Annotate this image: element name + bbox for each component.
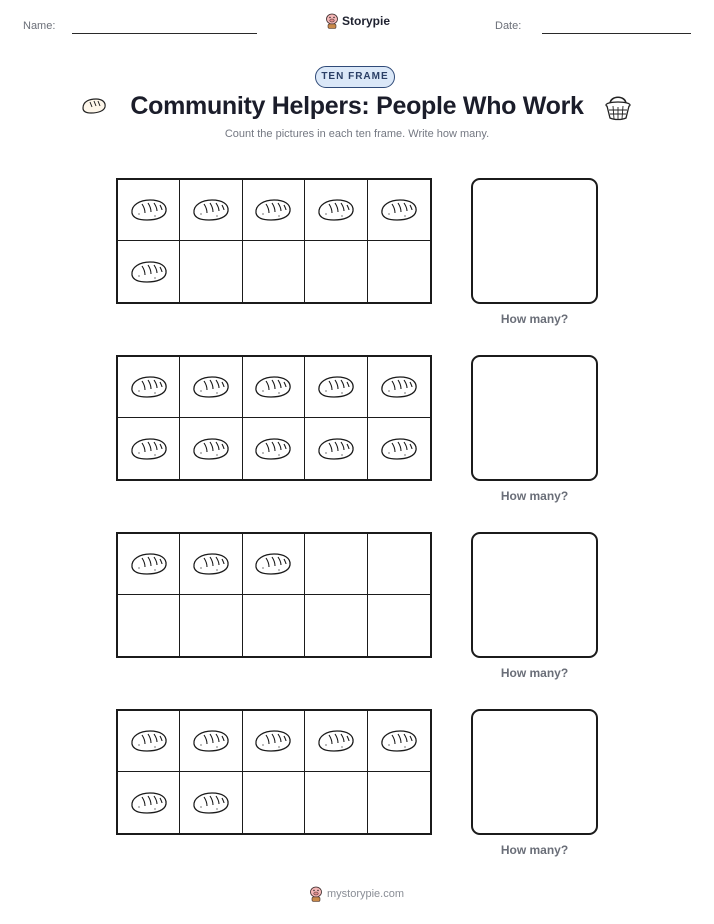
ten-frame: [116, 709, 432, 835]
brand-name: Storypie: [342, 14, 391, 28]
ten-frame-cell: [243, 180, 305, 241]
bread-loaf-icon: [253, 196, 293, 224]
ten-frame-cell: [305, 595, 367, 656]
ten-frame-cell: [118, 711, 180, 772]
ten-frame-badge: TEN FRAME: [315, 66, 395, 88]
bread-loaf-icon: [253, 435, 293, 463]
ten-frame-cell: [243, 772, 305, 833]
ten-frame-cell: [118, 357, 180, 418]
ten-frame-cell: [180, 595, 242, 656]
ten-frame-cell: [243, 534, 305, 595]
ten-frame-cell: [368, 711, 430, 772]
bread-loaf-icon: [316, 435, 356, 463]
bread-loaf-icon: [191, 196, 231, 224]
ten-frame-cell: [118, 180, 180, 241]
bread-loaf-icon: [129, 196, 169, 224]
ten-frame-cell: [180, 772, 242, 833]
ten-frame-cell: [368, 180, 430, 241]
bread-loaf-icon: [379, 373, 419, 401]
ten-frame-cell: [243, 357, 305, 418]
ten-frame-cell: [305, 772, 367, 833]
ten-frame: [116, 355, 432, 481]
ten-frame-cell: [368, 595, 430, 656]
bread-loaf-icon: [129, 550, 169, 578]
ten-frame-cell: [180, 241, 242, 302]
how-many-label: How many?: [500, 843, 569, 857]
bread-loaf-icon: [191, 727, 231, 755]
ten-frame: [116, 178, 432, 304]
bread-loaf-icon: [316, 373, 356, 401]
footer-site: mystorypie.com: [327, 888, 405, 900]
ten-frame-cell: [305, 534, 367, 595]
instructions: Count the pictures in each ten frame. Write how many.: [224, 128, 490, 140]
ten-frame-cell: [243, 241, 305, 302]
ten-frame-cell: [180, 534, 242, 595]
ten-frame: [116, 532, 432, 658]
bread-loaf-icon: [129, 258, 169, 286]
pig-mascot-icon: [325, 13, 339, 29]
ten-frame-cell: [305, 357, 367, 418]
ten-frame-cell: [243, 418, 305, 479]
bread-loaf-icon: [379, 727, 419, 755]
date-line[interactable]: [542, 33, 691, 34]
brand-logo: [325, 13, 390, 29]
ten-frame-cell: [243, 595, 305, 656]
bread-loaf-icon: [191, 550, 231, 578]
bread-loaf-icon: [253, 727, 293, 755]
ten-frame-cell: [118, 595, 180, 656]
ten-frame-cell: [243, 711, 305, 772]
ten-frame-cell: [118, 772, 180, 833]
answer-box[interactable]: [471, 178, 598, 304]
bread-loaf-icon: [191, 435, 231, 463]
bread-loaf-icon: [253, 550, 293, 578]
pig-mascot-icon: [309, 886, 323, 902]
answer-box[interactable]: [471, 532, 598, 658]
ten-frame-cell: [180, 418, 242, 479]
name-label: Name:: [23, 20, 56, 32]
ten-frame-cell: [368, 418, 430, 479]
page-title: Community Helpers: People Who Work: [130, 92, 584, 120]
bread-loaf-icon: [129, 373, 169, 401]
bread-loaf-icon: [191, 373, 231, 401]
answer-box[interactable]: [471, 709, 598, 835]
ten-frame-cell: [305, 180, 367, 241]
bread-loaf-icon: [129, 789, 169, 817]
how-many-label: How many?: [500, 666, 569, 680]
ten-frame-cell: [118, 241, 180, 302]
ten-frame-cell: [305, 711, 367, 772]
date-label: Date:: [495, 20, 522, 32]
ten-frame-cell: [118, 534, 180, 595]
ten-frame-cell: [180, 357, 242, 418]
ten-frame-cell: [305, 418, 367, 479]
bread-loaf-icon: [316, 196, 356, 224]
bread-loaf-icon: [129, 435, 169, 463]
bread-loaf-icon: [129, 727, 169, 755]
bread-loaf-icon: [316, 727, 356, 755]
name-line[interactable]: [72, 33, 257, 34]
ten-frame-cell: [180, 711, 242, 772]
basket-icon: [604, 92, 632, 122]
footer: [309, 886, 404, 902]
ten-frame-cell: [368, 772, 430, 833]
how-many-label: How many?: [500, 312, 569, 326]
how-many-label: How many?: [500, 489, 569, 503]
ten-frame-cell: [305, 241, 367, 302]
ten-frame-cell: [368, 534, 430, 595]
ten-frame-cell: [368, 357, 430, 418]
bread-loaf-icon: [253, 373, 293, 401]
bread-loaf-icon: [379, 196, 419, 224]
ten-frame-cell: [180, 180, 242, 241]
ten-frame-cell: [368, 241, 430, 302]
ten-frame-cell: [118, 418, 180, 479]
bread-loaf-icon: [191, 789, 231, 817]
answer-box[interactable]: [471, 355, 598, 481]
bread-loaf-icon: [379, 435, 419, 463]
